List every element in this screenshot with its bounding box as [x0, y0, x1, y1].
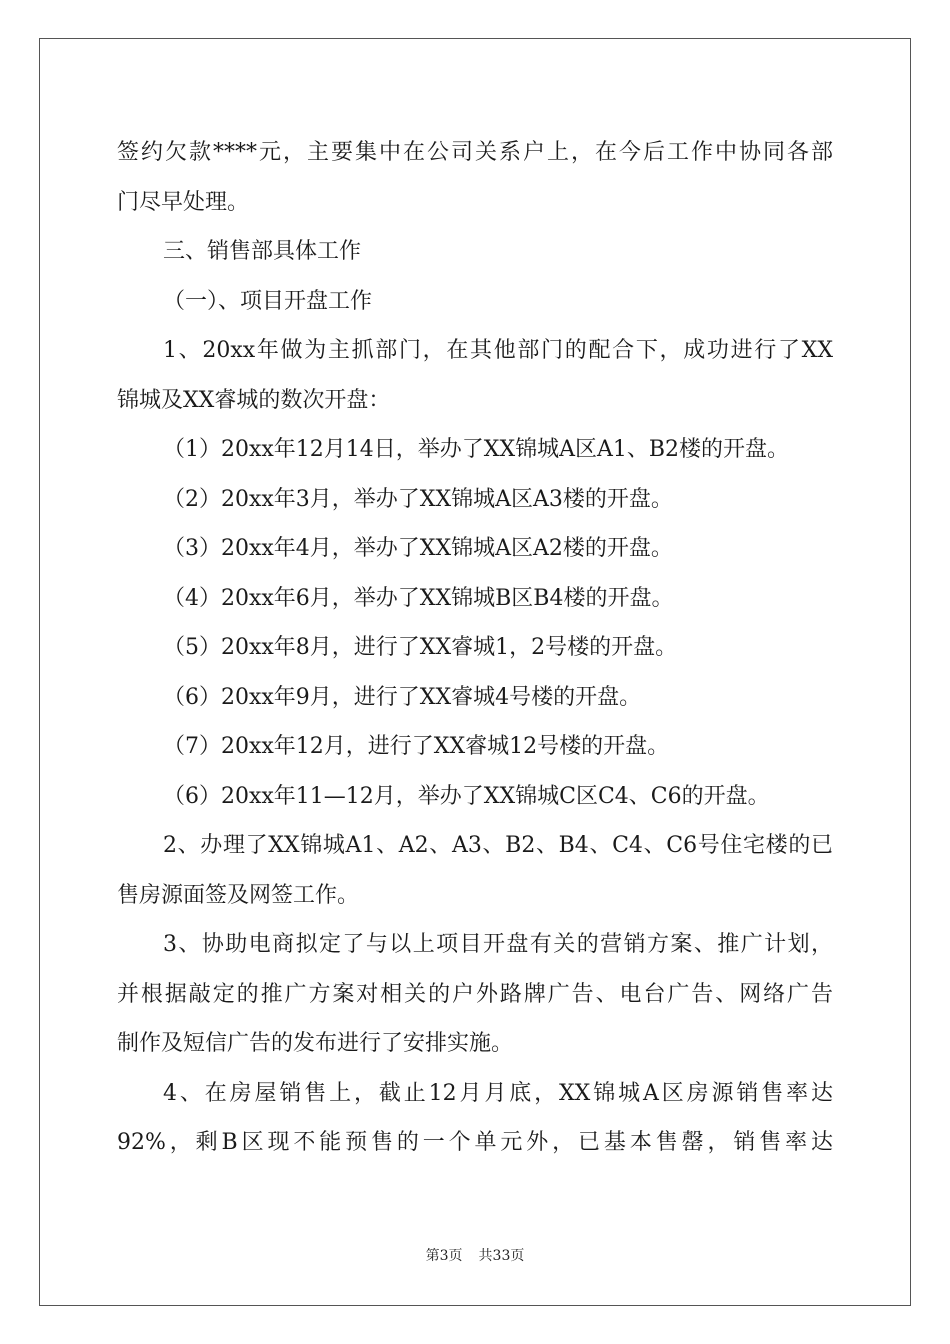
list-item: （2）20xx年3月，举办了XX锦城A区A3楼的开盘。	[163, 486, 673, 512]
section-heading: 三、销售部具体工作	[163, 239, 362, 264]
list-item: （7）20xx年12月，进行了XX睿城12号楼的开盘。	[163, 734, 670, 759]
page-total: 共33页	[478, 1248, 525, 1264]
document-body	[117, 128, 833, 1168]
paragraph-line: 3、协助电商拟定了与以上项目开盘有关的营销方案、推广计划，	[163, 932, 833, 957]
list-item: （1）20xx年12月14日，举办了XX锦城A区A1、B2楼的开盘。	[163, 437, 790, 462]
list-item: （5）20xx年8月，进行了XX睿城1，2号楼的开盘。	[163, 635, 678, 660]
page-number: 第3页	[425, 1248, 463, 1264]
paragraph-line: 92%，剩B区现不能预售的一个单元外，已基本售罄，销售率达	[117, 1130, 833, 1155]
paragraph-line: 售房源面签及网签工作。	[117, 882, 360, 908]
subsection-heading: （一）、项目开盘工作	[163, 288, 373, 314]
list-item: （3）20xx年4月，举办了XX锦城A区A2楼的开盘。	[163, 536, 673, 561]
list-item: （6）20xx年11—12月，举办了XX锦城C区C4、C6的开盘。	[163, 783, 770, 809]
paragraph-line: 签约欠款****元，主要集中在公司关系户上，在今后工作中协同各部	[117, 140, 833, 165]
paragraph-line: 门尽早处理。	[117, 189, 250, 215]
paragraph-line: 4、在房屋销售上，截止12月月底，XX锦城A区房源销售率达	[163, 1080, 833, 1106]
list-item: （6）20xx年9月，进行了XX睿城4号楼的开盘。	[163, 684, 642, 710]
paragraph-line: 锦城及XX睿城的数次开盘：	[117, 387, 391, 413]
list-item: （4）20xx年6月，举办了XX锦城B区B4楼的开盘。	[163, 585, 674, 611]
paragraph-line: 制作及短信广告的发布进行了安排实施。	[117, 1031, 514, 1056]
paragraph-line: 1、20xx年做为主抓部门，在其他部门的配合下，成功进行了XX	[163, 338, 833, 363]
paragraph-line: 2、办理了XX锦城A1、A2、A3、B2、B4、C4、C6号住宅楼的已	[163, 833, 833, 858]
paragraph-line: 并根据敲定的推广方案对相关的户外路牌广告、电台广告、网络广告	[117, 981, 833, 1007]
page-footer	[0, 1245, 950, 1265]
